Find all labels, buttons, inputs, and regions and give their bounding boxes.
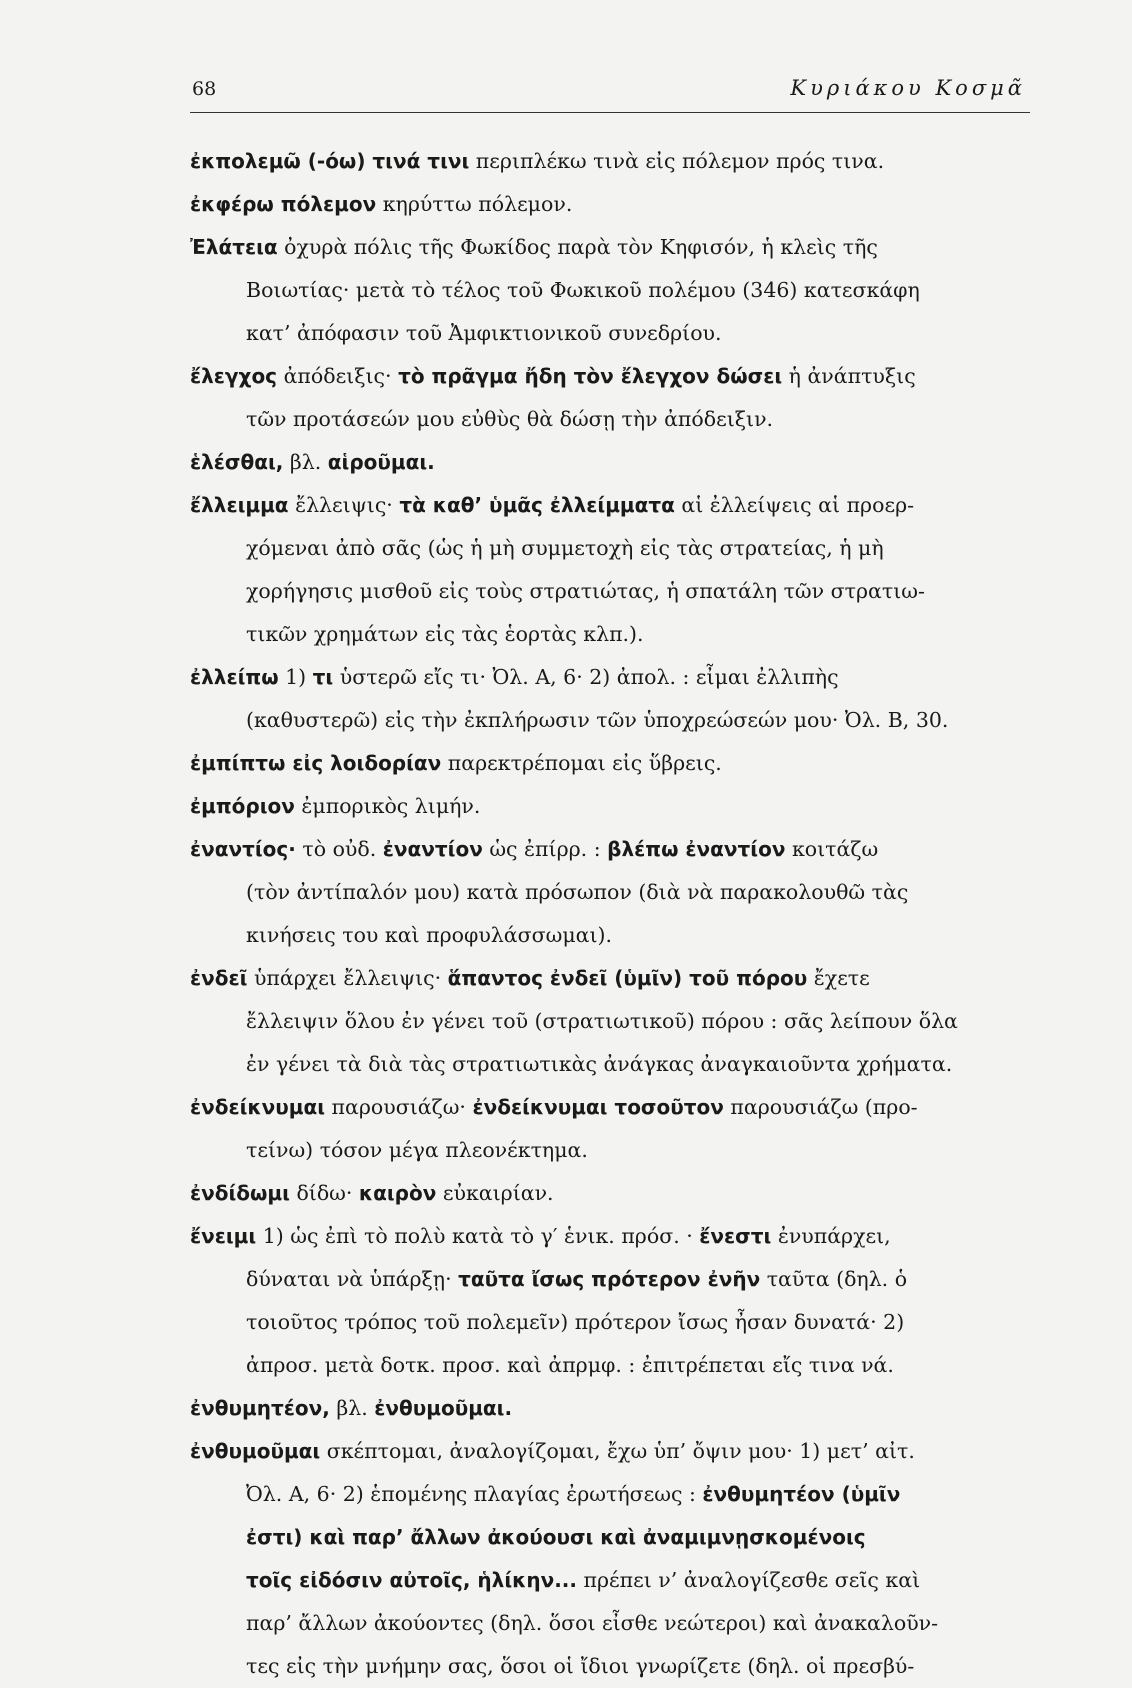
- definition-text: βλ.: [283, 450, 328, 474]
- bold-term: ἐνδίδωμι: [190, 1181, 290, 1205]
- definition-text: Βοιωτίας· μετὰ τὸ τέλος τοῦ Φωκικοῦ πολέμου (346) κατεσκάφη: [246, 278, 920, 302]
- entry-continuation-line: [190, 1645, 1030, 1688]
- bold-term: ἐκπολεμῶ (-όω) τινά τινι: [190, 149, 470, 173]
- bold-term: ἑλέσθαι,: [190, 450, 284, 474]
- bold-term: ταῦτα ἴσως πρότερον ἐνῆν: [458, 1267, 761, 1291]
- definition-text: παρουσιάζω (προ-: [723, 1095, 918, 1119]
- entry-continuation-line: [190, 570, 1030, 613]
- entry-continuation-line: [190, 1602, 1030, 1645]
- entry-headword-line: [190, 656, 1030, 699]
- bold-term: τὸ πρᾶγμα ἤδη τὸν ἔλεγχον δώσει: [398, 364, 783, 388]
- definition-text: τὸ οὐδ.: [295, 837, 383, 861]
- definition-text: κατ’ ἀπόφασιν τοῦ Ἀμφικτιονικοῦ συνεδρίου.: [246, 321, 722, 345]
- entry-continuation-line: [190, 1344, 1030, 1387]
- definition-text: κοιτάζω: [785, 837, 879, 861]
- bold-term: ἔνειμι: [190, 1224, 257, 1248]
- entry-continuation-line: [190, 1301, 1030, 1344]
- definition-text: ἀπόδειξις·: [277, 364, 399, 388]
- bold-term: τι: [312, 665, 334, 689]
- entry-continuation-line: [190, 1559, 1030, 1602]
- definition-text: ὡς ἐπίρρ. :: [482, 837, 608, 861]
- entry-continuation-line: [190, 1516, 1030, 1559]
- entry-headword-line: [190, 1086, 1030, 1129]
- entry-headword-line: [190, 484, 1030, 527]
- definition-text: ἐν γένει τὰ διὰ τὰς στρατιωτικὰς ἀνάγκας ἀναγκαιοῦντα χρήματα.: [246, 1052, 953, 1076]
- definition-text: (καθυστερῶ) εἰς τὴν ἐκπλήρωσιν τῶν ὑποχρεώσεών μου· Ὀλ. Β, 30.: [246, 708, 949, 732]
- definition-text: 1) ὡς ἐπὶ τὸ πολὺ κατὰ τὸ γ′ ἑνικ. πρόσ. ·: [256, 1224, 700, 1248]
- bold-term: ἐνθυμοῦμαι: [190, 1439, 321, 1463]
- entry-headword-line: [190, 1172, 1030, 1215]
- entry-continuation-line: [190, 613, 1030, 656]
- bold-term: καιρὸν: [358, 1181, 437, 1205]
- definition-text: Ὀλ. Α, 6· 2) ἑπομένης πλαγίας ἐρωτήσεως :: [246, 1482, 703, 1506]
- definition-text: ὑστερῶ εἴς τι· Ὀλ. Α, 6· 2) ἀπολ. : εἶμαι ἐλλιπὴς: [333, 665, 839, 689]
- definition-text: κινήσεις του καὶ προφυλάσσωμαι).: [246, 923, 613, 947]
- definition-text: περιπλέκω τινὰ εἰς πόλεμον πρός τινα.: [469, 149, 885, 173]
- bold-term: ἐμπίπτω εἰς λοιδορίαν: [190, 751, 442, 775]
- definition-text: ἐνυπάρχει,: [771, 1224, 891, 1248]
- entry-headword-line: [190, 1215, 1030, 1258]
- bold-term: ἐναντίος·: [190, 837, 296, 861]
- bold-term: ἐνδεῖ: [190, 966, 248, 990]
- page-header: [190, 78, 1030, 113]
- bold-term: ἐνθυμοῦμαι.: [374, 1396, 513, 1420]
- entry-headword-line: [190, 1387, 1030, 1430]
- running-head: Κυριάκου Κοσμᾶ: [790, 76, 1026, 100]
- entry-headword-line: [190, 183, 1030, 226]
- definition-text: κηρύττω πόλεμον.: [376, 192, 573, 216]
- bold-term: αἱροῦμαι.: [327, 450, 435, 474]
- definition-text: τοιοῦτος τρόπος τοῦ πολεμεῖν) πρότερον ἴσως ἦσαν δυνατά· 2): [246, 1310, 905, 1334]
- bold-term: ἔλεγχος: [190, 364, 278, 388]
- bold-term: ἐναντίον: [382, 837, 483, 861]
- definition-text: παρεκτρέπομαι εἰς ὕβρεις.: [441, 751, 722, 775]
- definition-text: τείνω) τόσον μέγα πλεονέκτημα.: [246, 1138, 588, 1162]
- definition-text: χόμεναι ἀπὸ σᾶς (ὡς ἡ μὴ συμμετοχὴ εἰς τὰς στρατείας, ἡ μὴ: [246, 536, 884, 560]
- definition-text: τῶν προτάσεών μου εὐθὺς θὰ δώσῃ τὴν ἀπόδειξιν.: [246, 407, 774, 431]
- entry-continuation-line: [190, 312, 1030, 355]
- definition-text: αἱ ἐλλείψεις αἱ προερ-: [674, 493, 915, 517]
- definition-text: ὑπάρχει ἔλλειψις·: [247, 966, 448, 990]
- bold-term: βλέπω ἐναντίον: [607, 837, 786, 861]
- definition-text: ἔλλειψις·: [288, 493, 400, 517]
- entry-continuation-line: [190, 1000, 1030, 1043]
- entry-headword-line: [190, 226, 1030, 269]
- entry-continuation-line: [190, 527, 1030, 570]
- bold-term: ἔλλειμμα: [190, 493, 289, 517]
- definition-text: ὀχυρὰ πόλις τῆς Φωκίδος παρὰ τὸν Κηφισόν, ἡ κλεὶς τῆς: [277, 235, 878, 259]
- definition-text: ἔλλειψιν ὅλου ἐν γένει τοῦ (στρατιωτικοῦ) πόρου : σᾶς λείπουν ὅλα: [246, 1009, 958, 1033]
- bold-term: τὰ καθ’ ὑμᾶς ἐλλείμματα: [399, 493, 675, 517]
- definition-text: δίδω·: [289, 1181, 359, 1205]
- entry-continuation-line: [190, 398, 1030, 441]
- definition-text: εὐκαιρίαν.: [436, 1181, 554, 1205]
- bold-term: ἐνθυμητέον,: [190, 1396, 330, 1420]
- entry-headword-line: [190, 957, 1030, 1000]
- bold-term: Ἐλάτεια: [190, 235, 278, 259]
- glossary-entries: [190, 140, 1030, 1688]
- bold-term: τοῖς εἰδόσιν αὐτοῖς, ἡλίκην...: [246, 1568, 577, 1592]
- entry-continuation-line: [190, 1043, 1030, 1086]
- entry-continuation-line: [190, 871, 1030, 914]
- definition-text: παρ’ ἄλλων ἀκούοντες (δηλ. ὅσοι εἶσθε νεώτεροι) καὶ ἀνακαλοῦν-: [246, 1611, 939, 1635]
- bold-term: ἅπαντος ἐνδεῖ (ὑμῖν) τοῦ πόρου: [447, 966, 808, 990]
- entry-headword-line: [190, 441, 1030, 484]
- definition-text: ἀπροσ. μετὰ δοτκ. προσ. καὶ ἀπρμφ. : ἐπιτρέπεται εἴς τινα νά.: [246, 1353, 894, 1377]
- definition-text: βλ.: [329, 1396, 375, 1420]
- definition-text: ταῦτα (δηλ. ὁ: [760, 1267, 908, 1291]
- bold-term: ἐλλείπω: [190, 665, 279, 689]
- bold-term: ἐκφέρω πόλεμον: [190, 192, 377, 216]
- entry-continuation-line: [190, 1258, 1030, 1301]
- bold-term: ἐμπόριον: [190, 794, 295, 818]
- entry-continuation-line: [190, 1129, 1030, 1172]
- entry-continuation-line: [190, 914, 1030, 957]
- definition-text: (τὸν ἀντίπαλόν μου) κατὰ πρόσωπον (διὰ νὰ παρακολουθῶ τὰς: [246, 880, 909, 904]
- definition-text: πρέπει ν’ ἀναλογίζεσθε σεῖς καὶ: [577, 1568, 921, 1592]
- definition-text: ἐμπορικὸς λιμήν.: [294, 794, 481, 818]
- definition-text: ἡ ἀνάπτυξις: [782, 364, 916, 388]
- definition-text: τικῶν χρημάτων εἰς τὰς ἑορτὰς κλπ.).: [246, 622, 644, 646]
- definition-text: χορήγησις μισθοῦ εἰς τοὺς στρατιώτας, ἡ σπατάλη τῶν στρατιω-: [246, 579, 925, 603]
- definition-text: ἔχετε: [807, 966, 870, 990]
- bold-term: ἔνεστι: [699, 1224, 772, 1248]
- entry-headword-line: [190, 1430, 1030, 1473]
- definition-text: παρουσιάζω·: [325, 1095, 473, 1119]
- entry-headword-line: [190, 355, 1030, 398]
- entry-continuation-line: [190, 1473, 1030, 1516]
- definition-text: τες εἰς τὴν μνήμην σας, ὅσοι οἱ ἴδιοι γνωρίζετε (δηλ. οἱ πρεσβύ-: [246, 1654, 915, 1678]
- definition-text: δύναται νὰ ὑπάρξῃ·: [246, 1267, 459, 1291]
- entry-headword-line: [190, 785, 1030, 828]
- bold-term: ἐστι) καὶ παρ’ ἄλλων ἀκούουσι καὶ ἀναμιμνῃσκομένοις: [246, 1525, 866, 1549]
- entry-headword-line: [190, 742, 1030, 785]
- entry-headword-line: [190, 828, 1030, 871]
- bold-term: ἐνδείκνυμαι τοσοῦτον: [472, 1095, 724, 1119]
- definition-text: 1): [278, 665, 313, 689]
- entry-continuation-line: [190, 699, 1030, 742]
- definition-text: σκέπτομαι, ἀναλογίζομαι, ἔχω ὑπ’ ὄψιν μου· 1) μετ’ αἰτ.: [320, 1439, 915, 1463]
- entry-headword-line: [190, 140, 1030, 183]
- page-number: 68: [192, 78, 217, 100]
- bold-term: ἐνδείκνυμαι: [190, 1095, 326, 1119]
- bold-term: ἐνθυμητέον (ὑμῖν: [702, 1482, 901, 1506]
- entry-continuation-line: [190, 269, 1030, 312]
